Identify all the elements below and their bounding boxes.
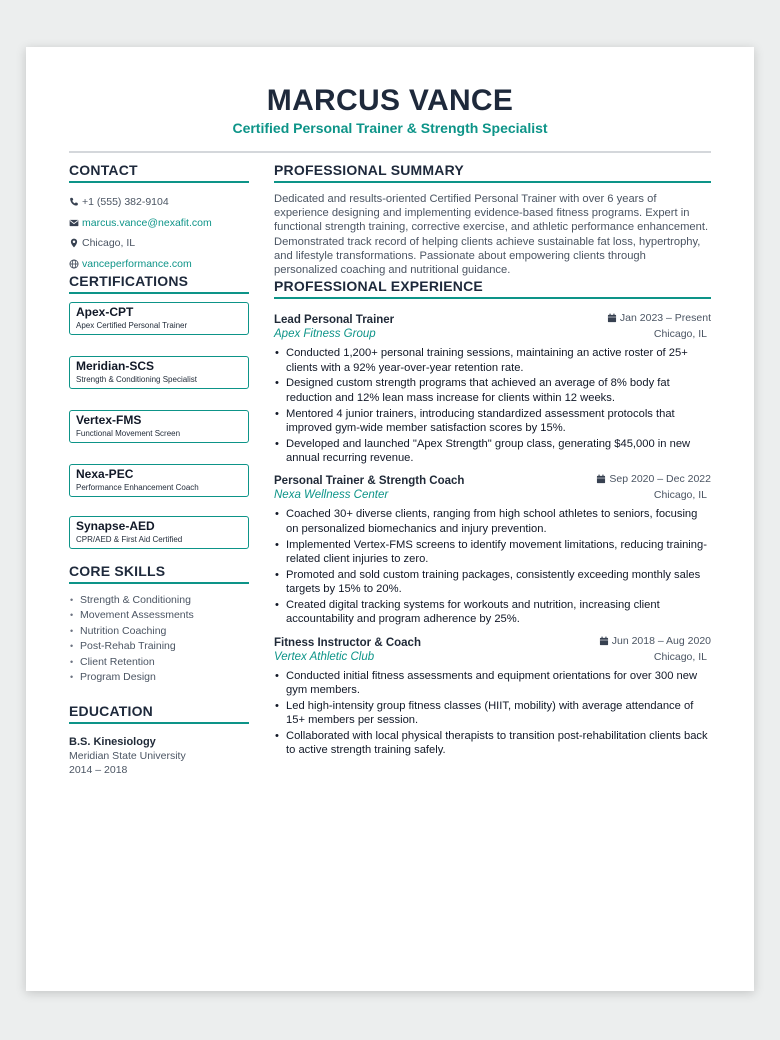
certification-code: Apex-CPT: [76, 305, 134, 319]
experience-heading: PROFESSIONAL EXPERIENCE: [274, 278, 711, 299]
certification-description: CPR/AED & First Aid Certified: [76, 535, 183, 544]
map-pin-icon: [69, 238, 79, 248]
calendar-icon: [596, 474, 606, 484]
job-title: Personal Trainer & Strength Coach: [274, 475, 465, 488]
calendar-icon: [599, 636, 609, 646]
job-bullets: [274, 669, 711, 758]
certification-code: Vertex-FMS: [76, 413, 142, 427]
certification-description: Apex Certified Personal Trainer: [76, 321, 188, 330]
certifications-list: [69, 302, 249, 549]
certification-code: Synapse-AED: [76, 519, 155, 533]
globe-icon: [69, 259, 79, 269]
job-title: Fitness Instructor & Coach: [274, 636, 421, 649]
certification-card: [69, 464, 249, 497]
job-location: Chicago, IL: [653, 328, 707, 341]
certification-description: Performance Enhancement Coach: [76, 483, 199, 492]
job-location: Chicago, IL: [653, 489, 707, 502]
summary-text: Dedicated and results-oriented Certified Personal Trainer with over 6 years of experience designing and implementing evidence-based fitness programs. Expert in functional strength training, corrective exercise, and athletic performance enhancement. Demonstrated track record of helping clients achieve sustainable fat loss, hypertrophy, and lifestyle transformations. Passionate about empowering clients through personalized coaching and nutritional guidance.: [274, 193, 709, 277]
job-bullet: • Created digital tracking systems for workouts and nutrition, increasing client accountability and program adherence by 25%.: [274, 598, 711, 627]
job-bullet: • Conducted 1,200+ personal training sessions, maintaining an active roster of 25+ clients with a 92% year-over-year retention rate.: [274, 346, 711, 375]
job-dates-text: Sep 2020 – Dec 2022: [609, 473, 711, 486]
skill-item: • Strength & Conditioning: [69, 593, 249, 608]
left-column: [69, 162, 249, 777]
contact-heading: CONTACT: [69, 162, 249, 183]
job-bullet: • Developed and launched "Apex Strength" group class, generating $45,000 in new annual recurring revenue.: [274, 437, 711, 466]
skill-item: • Client Retention: [69, 655, 249, 670]
certification-card: [69, 516, 249, 549]
job-entry: [274, 634, 711, 758]
certification-description: Strength & Conditioning Specialist: [76, 375, 197, 384]
certification-code: Nexa-PEC: [76, 467, 134, 481]
contact-website[interactable]: [69, 254, 249, 275]
envelope-icon: [69, 218, 79, 228]
phone-text: +1 (555) 382-9104: [82, 196, 169, 209]
contact-email[interactable]: [69, 213, 249, 234]
job-bullet: • Mentored 4 junior trainers, introducing standardized assessment protocols that improved gym-wide member satisfaction scores by 15%.: [274, 407, 711, 436]
certifications-heading: CERTIFICATIONS: [69, 273, 249, 294]
education-school: Meridian State University: [69, 750, 186, 763]
candidate-title: Certified Personal Trainer & Strength Specialist: [232, 120, 548, 136]
company-name: Vertex Athletic Club: [274, 650, 375, 663]
education-years: 2014 – 2018: [69, 764, 128, 777]
job-bullet: • Led high-intensity group fitness classes (HIIT, mobility) with average attendance of 15+ members per session.: [274, 699, 711, 728]
phone-icon: [69, 197, 79, 207]
summary-heading: PROFESSIONAL SUMMARY: [274, 162, 711, 183]
company-name: Apex Fitness Group: [274, 328, 376, 341]
job-entry: [274, 311, 711, 465]
skills-heading: CORE SKILLS: [69, 563, 249, 584]
job-dates-text: Jan 2023 – Present: [619, 312, 711, 325]
job-bullet: • Designed custom strength programs that achieved an average of 8% body fat reduction and 12% lean mass increase for clients within 12 weeks.: [274, 376, 711, 405]
email-link[interactable]: marcus.vance@nexafit.com: [82, 216, 212, 229]
candidate-name: MARCUS VANCE: [266, 84, 514, 117]
skill-item: • Movement Assessments: [69, 608, 249, 623]
calendar-icon: [607, 313, 617, 323]
header-divider: [69, 151, 711, 153]
job-bullets: [274, 346, 711, 465]
skill-item: • Nutrition Coaching: [69, 624, 249, 639]
job-entry: [274, 472, 711, 626]
job-bullet: • Conducted initial fitness assessments and equipment orientations for over 300 new gym members.: [274, 669, 711, 698]
education-heading: EDUCATION: [69, 703, 249, 724]
job-dates-text: Jun 2018 – Aug 2020: [611, 634, 711, 647]
job-dates: [607, 311, 711, 325]
job-bullet: • Promoted and sold custom training packages, consistently exceeding monthly sales targets by 15% to 20%.: [274, 568, 711, 597]
company-name: Nexa Wellness Center: [274, 489, 389, 502]
job-dates: [599, 634, 711, 648]
job-location: Chicago, IL: [653, 650, 707, 663]
skill-item: • Program Design: [69, 670, 249, 685]
resume-header: [69, 85, 711, 137]
contact-phone: [69, 192, 249, 213]
website-link[interactable]: vanceperformance.com: [82, 257, 192, 270]
contact-list: [69, 192, 249, 274]
right-column: [274, 162, 711, 759]
location-text: Chicago, IL: [82, 237, 136, 250]
job-bullet: • Implemented Vertex-FMS screens to identify movement limitations, reducing training-related client injuries to zero.: [274, 538, 711, 567]
education-degree: B.S. Kinesiology: [69, 736, 156, 749]
job-bullet: • Collaborated with local physical therapists to transition post-rehabilitation clients back to active strength training safely.: [274, 729, 711, 758]
certification-card: [69, 356, 249, 389]
certification-card: [69, 302, 249, 335]
job-bullets: [274, 507, 711, 626]
certification-code: Meridian-SCS: [76, 359, 155, 373]
job-title: Lead Personal Trainer: [274, 314, 395, 327]
contact-location: [69, 233, 249, 254]
resume-page: [26, 47, 754, 991]
skills-list: [69, 593, 249, 685]
job-bullet: • Coached 30+ diverse clients, ranging from high school athletes to seniors, focusing on personalized biomechanics and injury prevention.: [274, 507, 711, 536]
certification-description: Functional Movement Screen: [76, 429, 181, 438]
skill-item: • Post-Rehab Training: [69, 639, 249, 654]
certification-card: [69, 410, 249, 443]
job-dates: [596, 472, 711, 486]
